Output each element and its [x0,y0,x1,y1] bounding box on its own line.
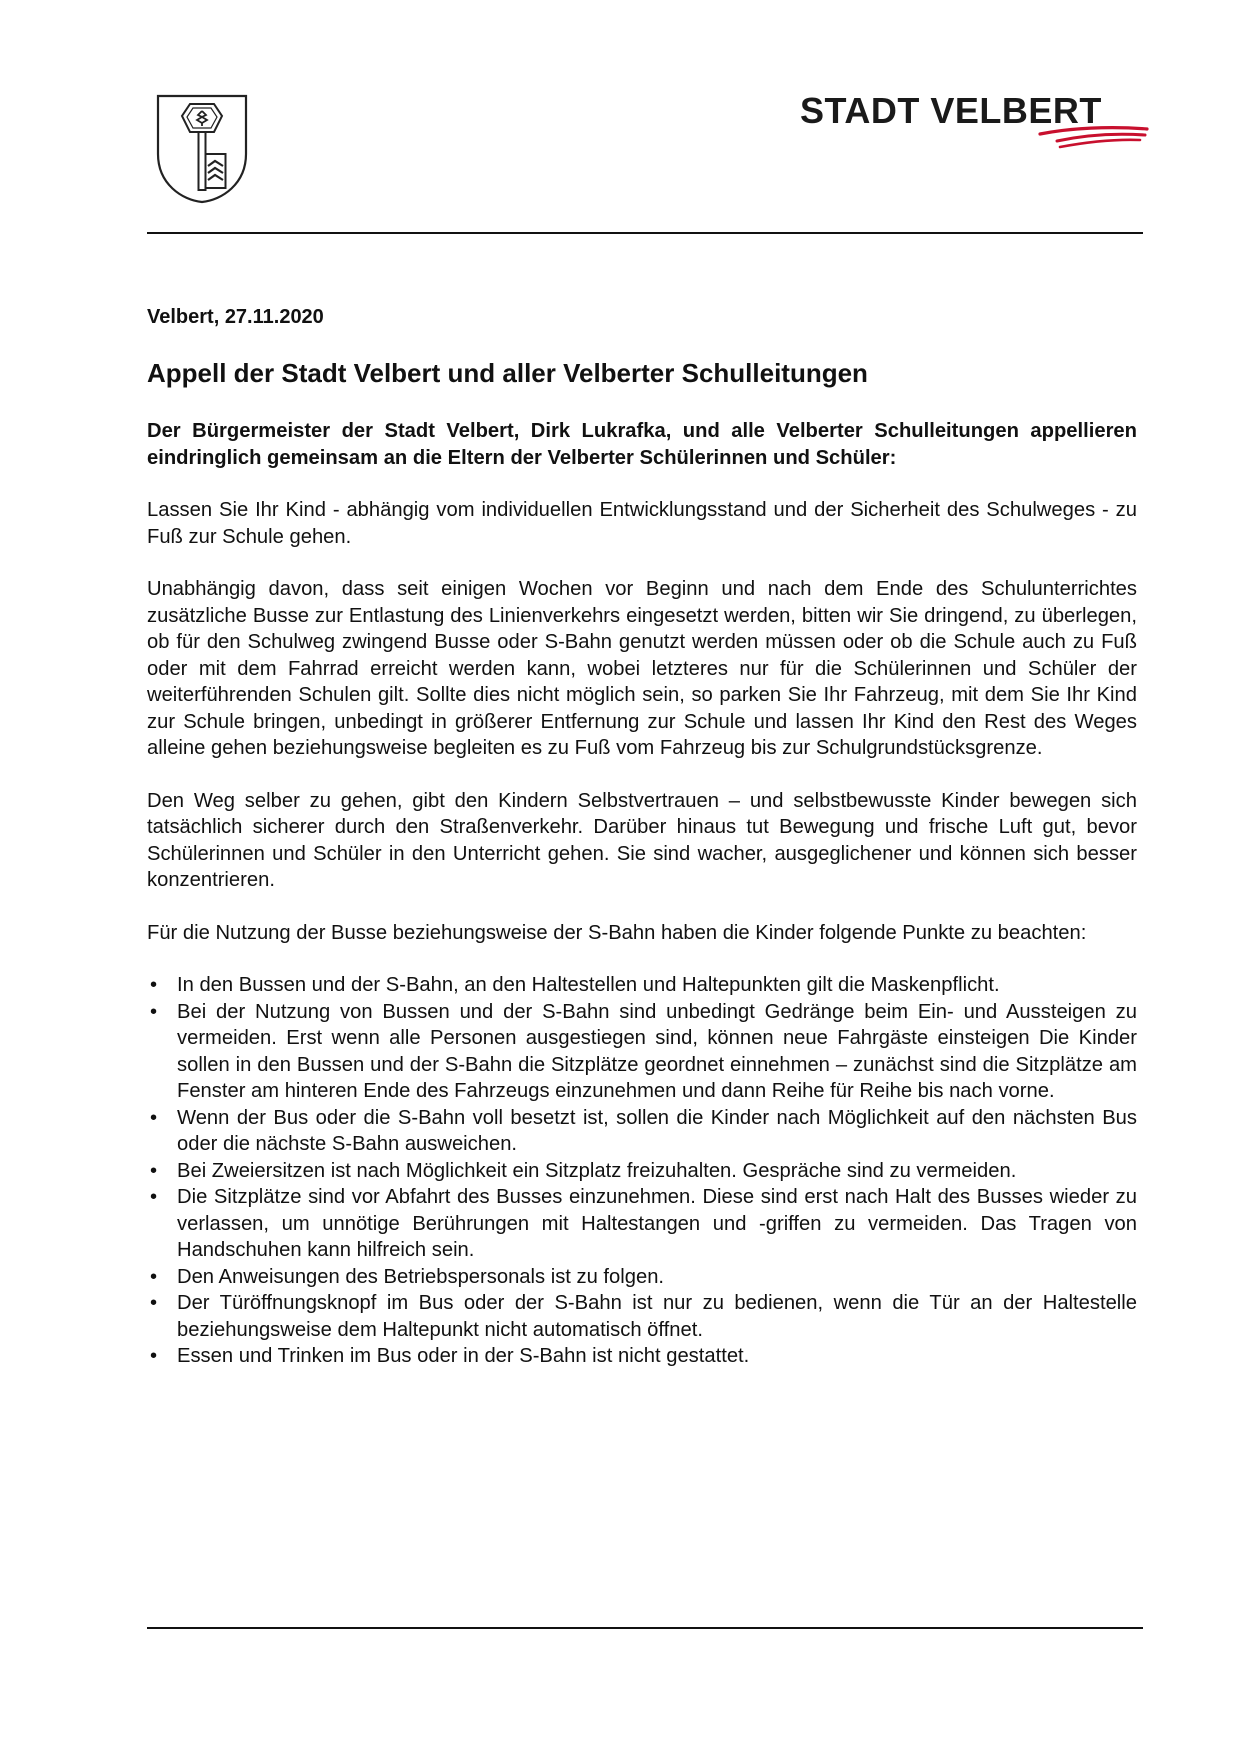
body-paragraph: Unabhängig davon, dass seit einigen Wochen vor Beginn und nach dem Ende des Schulunterrichtes zusätzliche Busse zur Entlastung des Linienverkehrs eingesetzt werden, bitten wir Sie dringend, zu überlegen, ob für den Schulweg zwingend Busse oder S-Bahn genutzt werden müssen oder ob die Schule auch zu Fuß oder mit dem Fahrrad erreicht werden kann, wobei letzteres nur für die Schülerinnen und Schüler der weiterführenden Schulen gilt. Sollte dies nicht möglich sein, so parken Sie Ihr Fahrzeug, mit dem Sie Ihr Kind zur Schule bringen, unbedingt in größerer Entfernung zur Schule und lassen Ihr Kind den Rest des Weges alleine gehen beziehungsweise begleiten es zu Fuß vom Fahrzeug bis zur Schulgrundstücksgrenze. [147,578,1137,759]
bullet-icon: • [150,974,158,996]
logo-swoosh-icon [1035,120,1150,150]
list-item-text: Die Sitzplätze sind vor Abfahrt des Busses einzunehmen. Diese sind erst nach Halt des Busses wieder zu verlassen, um unnötige Berührungen mit Haltestangen und -griffen zu vermeiden. Das Tragen von Handschuhen kann hilfreich sein. [177,1186,1137,1261]
bullet-icon: • [150,1159,158,1182]
stadt-velbert-logo [800,90,1150,150]
body-paragraph: Den Weg selber zu gehen, gibt den Kindern Selbstvertrauen – und selbstbewusste Kinder bewegen sich tatsächlich sicherer durch den Straßenverkehr. Darüber hinaus tut Bewegung und frische Luft gut, bevor Schülerinnen und Schüler in den Unterricht gehen. Sie sind wacher, ausgeglichener und können sich besser konzentrieren. [147,789,1137,891]
lead-paragraph: Der Bürgermeister der Stadt Velbert, Dirk Lukrafka, und alle Velberter Schulleitungen appellieren eindringlich gemeinsam an die Eltern der Velberter Schülerinnen und Schüler: [147,420,1137,469]
bullet-icon: • [150,1000,158,1023]
list-item [147,1264,1137,1291]
bullet-icon: • [150,1292,158,1314]
bullet-icon: • [150,1265,158,1288]
list-item [147,1290,1137,1343]
list-item-text: Den Anweisungen des Betriebspersonals ist zu folgen. [177,1265,665,1288]
logo-wordmark: STADT VELBERT [800,90,1102,131]
footer-divider [147,1627,1143,1629]
body-paragraph: Lassen Sie Ihr Kind - abhängig vom individuellen Entwicklungsstand und der Sicherheit des Schulweges - zu Fuß zur Schule gehen. [147,499,1137,548]
list-item-text: Essen und Trinken im Bus oder in der S-Bahn ist nicht gestattet. [177,1345,750,1367]
list-item [147,1105,1137,1158]
list-item [147,1158,1137,1185]
list-item-text: Bei Zweiersitzen ist nach Möglichkeit ein Sitzplatz freizuhalten. Gespräche sind zu vermeiden. [177,1159,1017,1182]
bullet-icon: • [150,1345,158,1367]
list-item-text: Der Türöffnungsknopf im Bus oder der S-Bahn ist nur zu bedienen, wenn die Tür an der Haltestelle beziehungsweise dem Haltepunkt nicht automatisch öffnet. [177,1292,1137,1341]
list-item [147,1343,1137,1370]
bullet-icon: • [150,1106,158,1129]
list-item [147,1184,1137,1264]
header-divider [147,232,1143,234]
body-paragraph: Für die Nutzung der Busse beziehungsweise der S-Bahn haben die Kinder folgende Punkte zu beachten: [147,921,1087,944]
list-item-text: Bei der Nutzung von Bussen und der S-Bahn sind unbedingt Gedränge beim Ein- und Aussteigen zu vermeiden. Erst wenn alle Personen ausgestiegen sind, können neue Fahrgäste einsteigen Die Kinder sollen in den Bussen und der S-Bahn die Sitzplätze geordnet einnehmen – zunächst sind die Sitzplätze am Fenster am hinteren Ende des Fahrzeugs einzunehmen und dann Reihe für Reihe bis nach vorne. [177,1000,1137,1102]
list-item-text: In den Bussen und der S-Bahn, an den Haltestellen und Haltepunkten gilt die Maskenpflicht. [177,974,1000,996]
document-body [147,418,1137,1370]
document-title: Appell der Stadt Velbert und aller Velberter Schulleitungen [147,358,868,388]
bullet-icon: • [150,1186,158,1208]
dateline: Velbert, 27.11.2020 [147,306,324,328]
rules-list [147,972,1137,1370]
list-item [147,972,1137,999]
city-crest-key-icon [152,92,252,204]
list-item-text: Wenn der Bus oder die S-Bahn voll besetzt ist, sollen die Kinder nach Möglichkeit auf den nächsten Bus oder die nächste S-Bahn ausweichen. [177,1106,1137,1155]
list-item [147,999,1137,1105]
